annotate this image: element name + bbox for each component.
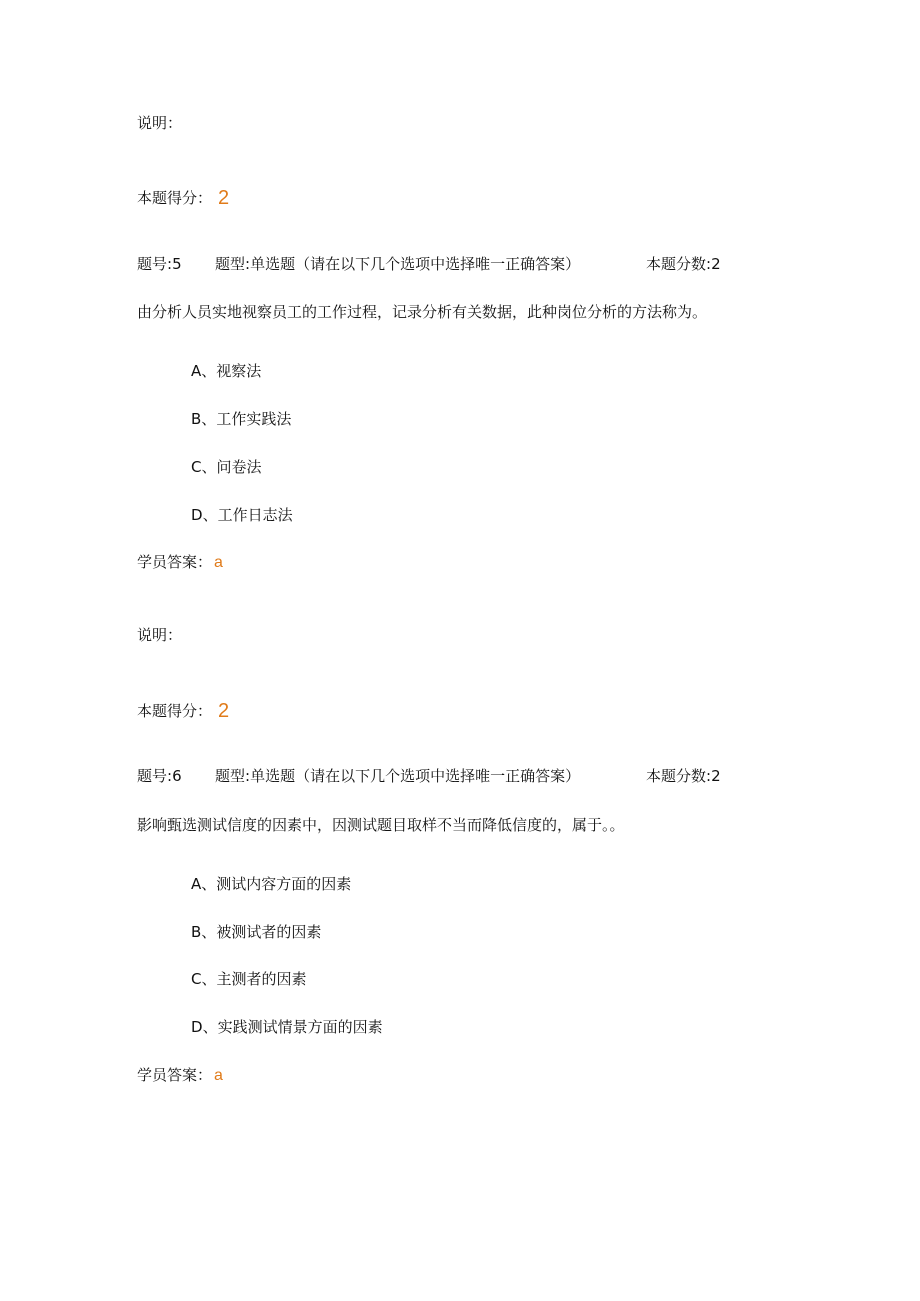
question-5-meta-type <box>215 254 580 274</box>
question-type-label: 题型: <box>215 255 251 273</box>
student-answer-value: a <box>214 554 223 571</box>
option-text: 主测者的因素 <box>216 970 307 988</box>
option-letter: A <box>191 362 202 380</box>
question-6-student-answer <box>137 1065 223 1086</box>
question-6-meta-points <box>646 766 721 786</box>
option-letter: D <box>191 506 203 524</box>
option-letter: D <box>191 1018 203 1036</box>
explanation-label: 说明： <box>137 114 183 132</box>
question-6-option-a <box>191 874 351 894</box>
score-label: 本题得分： <box>137 702 213 720</box>
question-6-option-b <box>191 922 321 942</box>
question-points-label: 本题分数: <box>646 255 712 273</box>
option-letter: B <box>191 410 202 428</box>
question-type-value: 单选题（请在以下几个选项中选择唯一正确答案） <box>250 255 581 273</box>
score-value: 2 <box>218 187 230 209</box>
score-value: 2 <box>218 700 230 722</box>
score-row <box>137 188 229 208</box>
option-letter: C <box>191 458 202 476</box>
option-separator: 、 <box>202 506 218 524</box>
option-separator: 、 <box>201 410 217 428</box>
option-text: 问卷法 <box>216 458 262 476</box>
question-points-value: 2 <box>711 255 721 273</box>
question-6-meta-number <box>137 766 182 786</box>
question-number-label: 题号: <box>137 767 173 785</box>
question-5-explanation-label: 说明： <box>137 626 183 644</box>
question-5-student-answer <box>137 552 223 573</box>
option-text: 实践测试情景方面的因素 <box>217 1018 383 1036</box>
question-5-option-d <box>191 505 293 525</box>
question-points-value: 2 <box>711 767 721 785</box>
option-text: 测试内容方面的因素 <box>216 875 352 893</box>
option-text: 被测试者的因素 <box>216 923 322 941</box>
option-separator: 、 <box>201 923 217 941</box>
option-letter: B <box>191 923 202 941</box>
option-separator: 、 <box>201 875 217 893</box>
option-separator: 、 <box>202 1018 218 1036</box>
option-separator: 、 <box>201 362 217 380</box>
option-text: 工作日志法 <box>217 506 293 524</box>
question-number-value: 6 <box>172 767 182 785</box>
student-answer-value: a <box>214 1067 223 1084</box>
question-5-option-b <box>191 409 291 429</box>
student-answer-label: 学员答案： <box>137 553 213 571</box>
option-text: 工作实践法 <box>216 410 292 428</box>
question-5-stem: 由分析人员实地视察员工的工作过程，记录分析有关数据，此种岗位分析的方法称为。 <box>137 303 708 321</box>
question-5-option-c <box>191 457 262 477</box>
question-6-meta-type <box>215 766 580 786</box>
question-5-score-row <box>137 701 229 721</box>
option-separator: 、 <box>201 970 217 988</box>
question-5-meta-points <box>646 254 721 274</box>
question-number-label: 题号: <box>137 255 173 273</box>
option-text: 视察法 <box>216 362 262 380</box>
question-type-value: 单选题（请在以下几个选项中选择唯一正确答案） <box>250 767 581 785</box>
option-separator: 、 <box>201 458 217 476</box>
option-letter: A <box>191 875 202 893</box>
question-6-option-c <box>191 969 307 989</box>
question-6-option-d <box>191 1017 383 1037</box>
question-6-stem: 影响甄选测试信度的因素中，因测试题目取样不当而降低信度的，属于。。 <box>137 816 625 834</box>
score-label: 本题得分： <box>137 189 213 207</box>
option-letter: C <box>191 970 202 988</box>
student-answer-label: 学员答案： <box>137 1066 213 1084</box>
question-type-label: 题型: <box>215 767 251 785</box>
question-5-meta-number <box>137 254 182 274</box>
question-number-value: 5 <box>172 255 182 273</box>
question-5-option-a <box>191 361 261 381</box>
question-points-label: 本题分数: <box>646 767 712 785</box>
